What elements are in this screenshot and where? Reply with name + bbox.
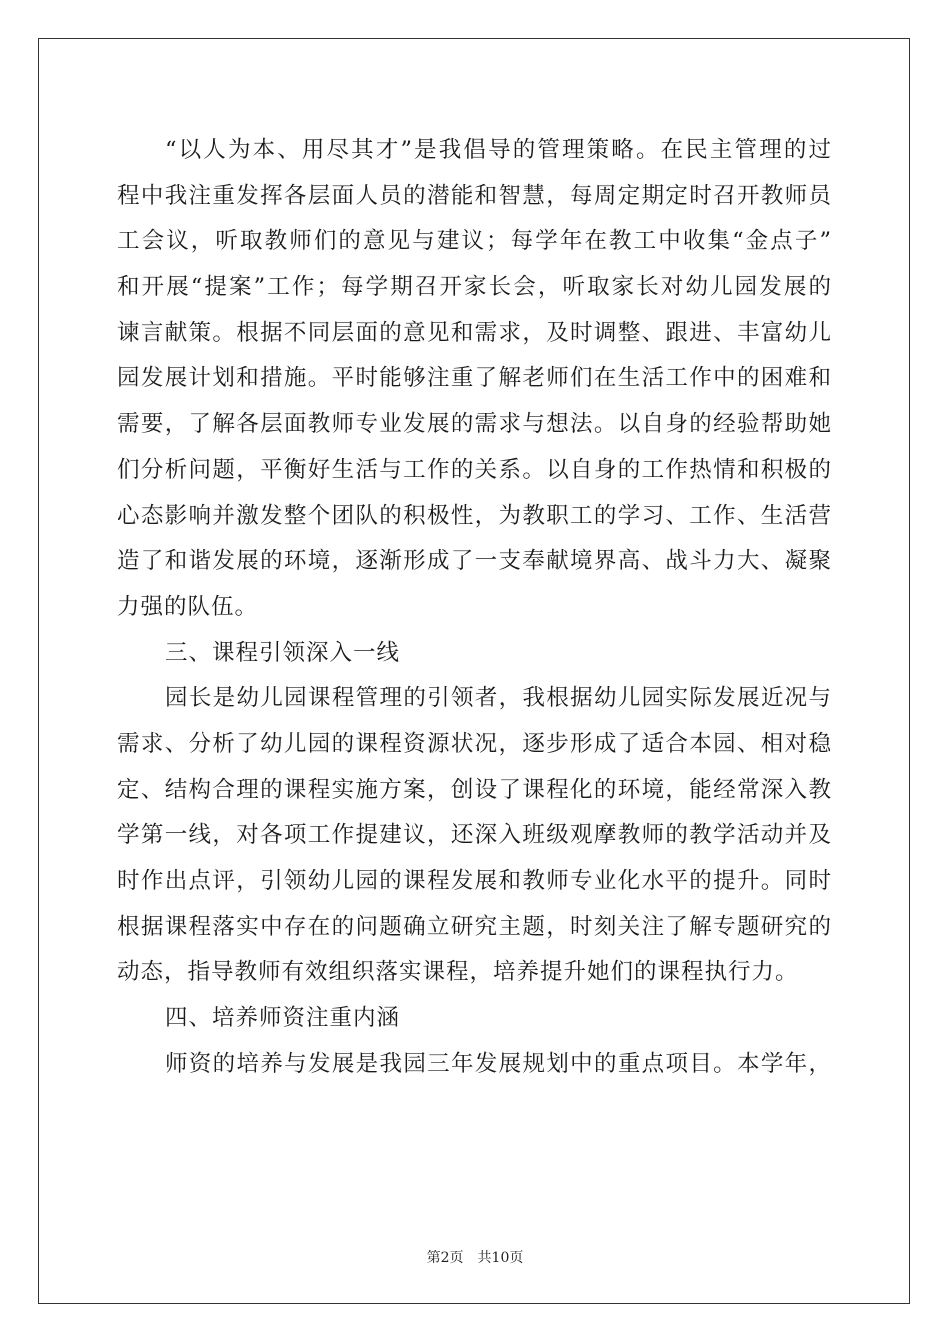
page-number-footer: 第2页 共10页 — [426, 1250, 524, 1266]
text-line: 和开展“提案”工作；每学期召开家长会，听取家长对幼儿园发展的 — [117, 274, 832, 301]
text-line: 定、结构合理的课程实施方案，创设了课程化的环境，能经常深入教 — [117, 776, 832, 803]
text-line: 动态，指导教师有效组织落实课程，培养提升她们的课程执行力。 — [117, 959, 799, 986]
text-line: 根据课程落实中存在的问题确立研究主题，时刻关注了解专题研究的 — [117, 913, 832, 940]
text-line: 程中我注重发挥各层面人员的潜能和智慧，每周定期定时召开教师员 — [117, 182, 832, 209]
text-line: 四、培养师资注重内涵 — [165, 1005, 401, 1032]
document-body — [117, 128, 832, 1087]
text-line: 园发展计划和措施。平时能够注重了解老师们在生活工作中的困难和 — [117, 365, 832, 392]
text-line: 园长是幼儿园课程管理的引领者，我根据幼儿园实际发展近况与 — [165, 685, 832, 712]
text-line: 师资的培养与发展是我园三年发展规划中的重点项目。本学年， — [165, 1050, 832, 1077]
text-line: 工会议，听取教师们的意见与建议；每学年在教工中收集“金点子” — [117, 228, 832, 255]
text-line: 们分析问题，平衡好生活与工作的关系。以自身的工作热情和积极的 — [117, 456, 832, 483]
text-line: 三、课程引领深入一线 — [165, 639, 401, 666]
text-line: 时作出点评，引领幼儿园的课程发展和教师专业化水平的提升。同时 — [117, 868, 832, 894]
text-line: 造了和谐发展的环境，逐渐形成了一支奉献境界高、战斗力大、凝聚 — [117, 548, 832, 575]
text-line: 力强的队伍。 — [117, 593, 259, 620]
text-line: 需要，了解各层面教师专业发展的需求与想法。以自身的经验帮助她 — [117, 411, 832, 438]
text-line: 心态影响并激发整个团队的积极性，为教职工的学习、工作、生活营 — [117, 502, 832, 529]
text-line: 学第一线，对各项工作提建议，还深入班级观摩教师的教学活动并及 — [117, 822, 832, 849]
text-line: 需求、分析了幼儿园的课程资源状况，逐步形成了适合本园、相对稳 — [117, 730, 832, 757]
text-line: 谏言献策。根据不同层面的意见和需求，及时调整、跟进、丰富幼儿 — [117, 319, 832, 346]
text-line: “以人为本、用尽其才”是我倡导的管理策略。在民主管理的过 — [165, 137, 832, 163]
